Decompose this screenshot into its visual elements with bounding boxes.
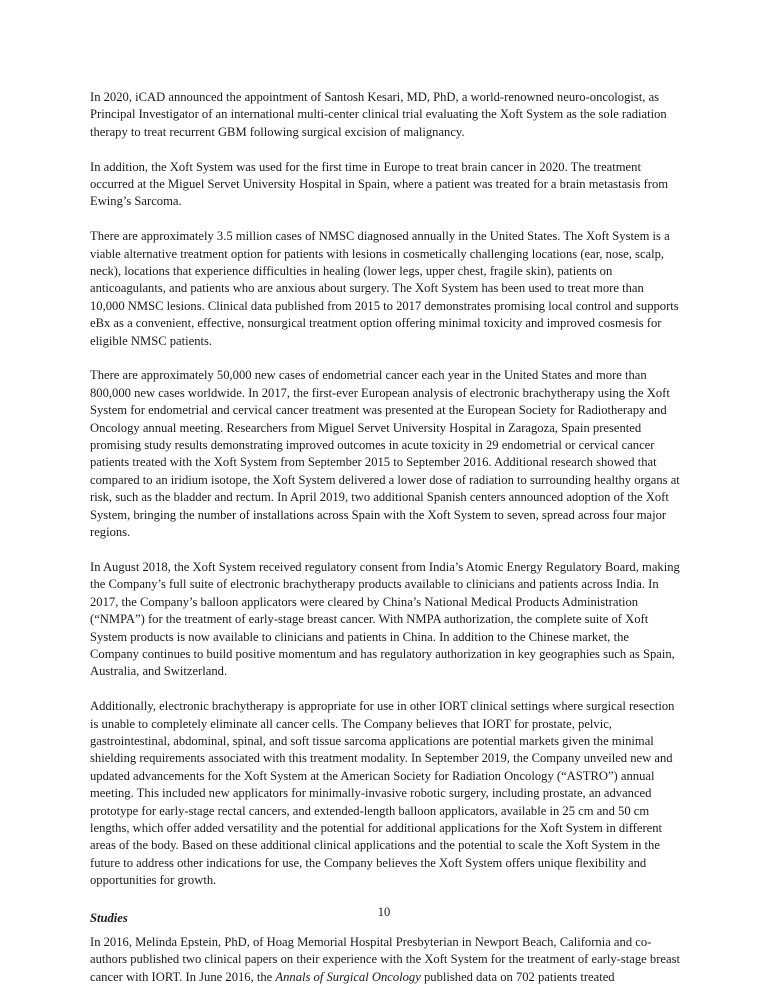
paragraph-iort-applications: Additionally, electronic brachytherapy is appropriate for use in other IORT clinical settings where surgical resection is unable to completely eliminate all cancer cells. The Company believes that IORT for prostate, pelvic, gastrointestinal, abdominal, spinal, and soft tissue sarcoma applications are potential markets given the minimal shielding requirements associated with this treatment modality. In September 2019, the Company unveiled new and updated advancements for the Xoft System at the American Society for Radiation Oncology (“ASTRO”) annual meeting. This included new applicators for minimally-invasive robotic surgery, including prostate, an advanced prototype for early-stage rectal cancers, and extended-length balloon applicators, available in 25 cm and 50 cm lengths, which offer added versatility and the potential for additional applications for the Xoft System in different areas of the body. Based on these additional clinical applications and the potential to scale the Xoft System in the future to address other indications for use, the Company believes the Xoft System offers unique flexibility and opportunities for growth. (90, 699, 675, 888)
paragraph-endometrial-cancer: There are approximately 50,000 new cases of endometrial cancer each year in the United States and more than 800,000 new cases worldwide. In 2017, the first-ever European analysis of electronic brachytherapy using the Xoft System for endometrial and cervical cancer treatment was presented at the European Society for Radiotherapy and Oncology annual meeting. Researchers from Miguel Servet University Hospital in Zaragoza, Spain presented promising study results demonstrating improved outcomes in acute toxicity in 29 endometrial or cervical cancer patients treated with the Xoft System from September 2015 to September 2016. Additional research showed that compared to an iridium isotope, the Xoft System delivered a lower dose of radiation to surrounding healthy organs at risk, such as the bladder and rectum. In April 2019, two additional Spanish centers announced adoption of the Xoft System, bringing the number of installations across Spain with the Xoft System to seven, spread across four major regions. (90, 368, 680, 540)
studies-text-end: published data on 702 patients treated (420, 969, 615, 984)
studies-text-start: In 2016, Melinda Epstein, PhD, of Hoag Memorial Hospital Presbyterian in Newport Beach, California and co-authors published two clinical papers on their experience with the Xoft System for the treatment of early-stage breast cancer with IORT. In June 2016, the (90, 935, 680, 984)
paragraph-gbm-trial: In 2020, iCAD announced the appointment of Santosh Kesari, MD, PhD, a world-renowned neuro-oncologist, as Principal Investigator of an international multi-center clinical trial evaluating the Xoft System as the sole radiation therapy to treat recurrent GBM following surgical excision of malignancy. (90, 90, 667, 139)
paragraph-regulatory-approvals: In August 2018, the Xoft System received regulatory consent from India’s Atomic Energy Regulatory Board, making the Company’s full suite of electronic brachytherapy products available to clinicians and patients across India. In 2017, the Company’s balloon applicators were cleared by China’s National Medical Products Administration (“NMPA”) for the treatment of early-stage breast cancer. With NMPA authorization, the complete suite of Xoft System products is now available to clinicians and patients in China. In addition to the Chinese market, the Company continues to build positive momentum and has regulatory authorization in key geographies such as Spain, Australia, and Switzerland. (90, 559, 680, 679)
journal-title: Annals of Surgical Oncology (275, 969, 421, 984)
page-number: 10 (377, 905, 391, 919)
paragraph-studies (90, 934, 680, 986)
section-heading-studies: Studies (90, 910, 128, 925)
document-page (90, 89, 680, 986)
paragraph-nmsc: There are approximately 3.5 million cases of NMSC diagnosed annually in the United States. The Xoft System is a viable alternative treatment option for patients with lesions in cosmetically challenging locations (ear, nose, scalp, neck), locations that experience difficulties in healing (lower legs, upper chest, fragile skin), patients on anticoagulants, and patients who are anxious about surgery. The Xoft System has been used to treat more than 10,000 NMSC lesions. Clinical data published from 2015 to 2017 demonstrates promising local control and supports eBx as a convenient, effective, nonsurgical treatment option offering minimal toxicity and improved cosmesis for eligible NMSC patients. (90, 229, 679, 348)
paragraph-europe-brain-cancer: In addition, the Xoft System was used for the first time in Europe to treat brain cancer in 2020. The treatment occurred at the Miguel Servet University Hospital in Spain, where a patient was treated for a brain metastasis from Ewing’s Sarcoma. (90, 159, 669, 209)
